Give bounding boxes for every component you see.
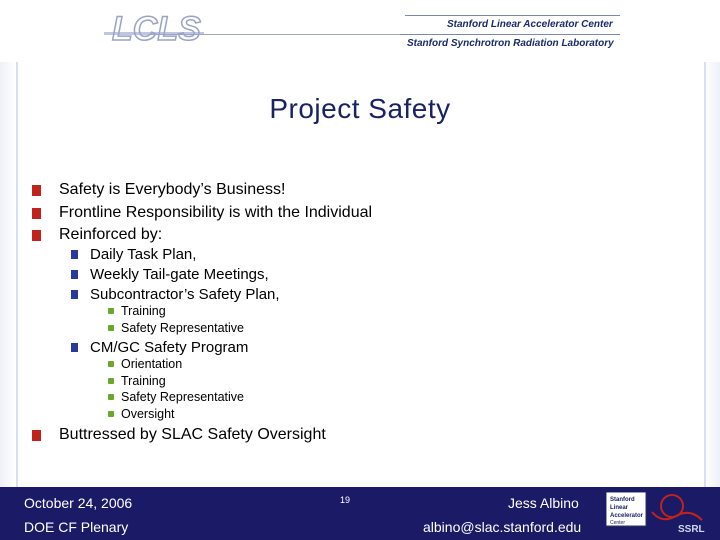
sub-bullet-item: Weekly Tail-gate Meetings, <box>90 266 269 283</box>
slide-left-shade <box>0 62 16 487</box>
slide-right-shade <box>704 62 720 487</box>
bullet-marker <box>32 230 41 241</box>
sub-sub-bullet-marker <box>108 361 114 367</box>
svg-text:Center: Center <box>610 520 626 526</box>
slac-ssrl-logo <box>606 492 714 536</box>
svg-text:Accelerator: Accelerator <box>610 513 644 519</box>
header-rule <box>395 34 620 35</box>
bullet-marker <box>32 185 41 196</box>
svg-text:LCLS: LCLS <box>112 10 201 48</box>
header-rule <box>150 34 400 35</box>
footer-email: albino@slac.stanford.edu <box>423 519 582 535</box>
bullet-marker <box>32 430 41 441</box>
svg-text:Stanford: Stanford <box>610 497 635 503</box>
sub-sub-bullet-marker <box>108 411 114 417</box>
svg-text:Linear: Linear <box>610 505 629 511</box>
sub-bullet-marker <box>71 250 78 259</box>
sub-sub-bullet-item: Safety Representative <box>121 321 244 335</box>
lab-name-ssrl: Stanford Synchrotron Radiation Laboratory <box>407 38 614 49</box>
sub-bullet-item: CM/GC Safety Program <box>90 339 249 356</box>
bullet-marker <box>32 208 41 219</box>
sub-sub-bullet-marker <box>108 308 114 314</box>
bullet-item: Safety is Everybody’s Business! <box>59 181 286 198</box>
footer-event: DOE CF Plenary <box>24 519 129 535</box>
lab-name-slac: Stanford Linear Accelerator Center <box>447 19 613 30</box>
footer-date: October 24, 2006 <box>24 495 133 511</box>
page-number: 19 <box>340 495 351 505</box>
sub-sub-bullet-marker <box>108 378 114 384</box>
sub-bullet-marker <box>71 270 78 279</box>
slide-header <box>0 0 720 62</box>
bullet-item: Reinforced by: <box>59 226 163 243</box>
sub-sub-bullet-item: Training <box>121 304 166 318</box>
footer-author: Jess Albino <box>508 495 579 511</box>
header-rule <box>405 15 620 16</box>
bullet-item: Frontline Responsibility is with the Individual <box>59 204 373 221</box>
sub-sub-bullet-item: Orientation <box>121 357 183 371</box>
sub-sub-bullet-marker <box>108 394 114 400</box>
slide-title: Project Safety <box>269 93 451 124</box>
svg-text:SSRL: SSRL <box>678 524 705 535</box>
bullet-item: Buttressed by SLAC Safety Oversight <box>59 426 326 443</box>
sub-bullet-marker <box>71 290 78 299</box>
sub-bullet-item: Subcontractor’s Safety Plan, <box>90 286 280 303</box>
sub-sub-bullet-item: Safety Representative <box>121 390 244 404</box>
sub-sub-bullet-item: Training <box>121 374 166 388</box>
sub-sub-bullet-item: Oversight <box>121 407 175 421</box>
sub-bullet-item: Daily Task Plan, <box>90 246 197 263</box>
sub-bullet-marker <box>71 343 78 352</box>
lcls-logo <box>104 6 204 48</box>
sub-sub-bullet-marker <box>108 325 114 331</box>
